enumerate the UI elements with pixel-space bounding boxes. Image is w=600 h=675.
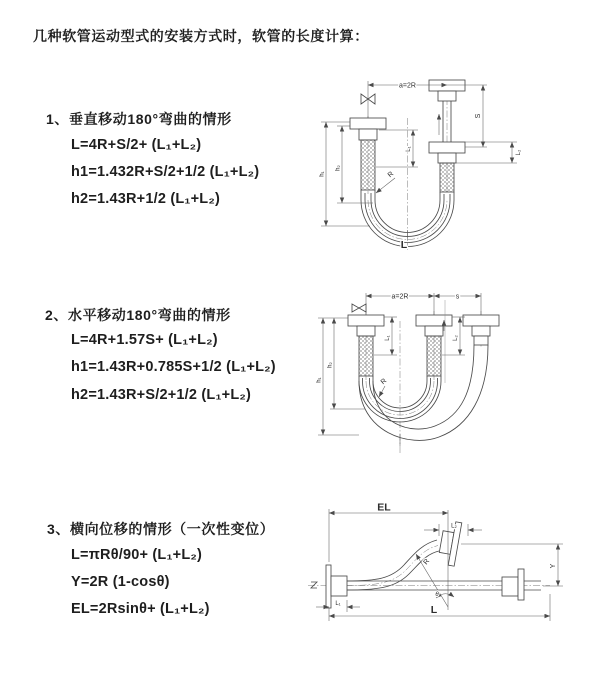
section-2-formula-l: L=4R+1.57S+ (L₁+L₂): [71, 332, 218, 348]
radius-label: R: [422, 557, 432, 567]
section-3-formula-l: L=πRθ/90+ (L₁+L₂): [71, 547, 203, 563]
section-2-formula-h2: h2=1.43R+S/2+1/2 (L₁+L₂): [71, 387, 252, 403]
dim-label-l1: L₁: [335, 601, 341, 607]
section-1-formula-h1: h1=1.432R+S/2+1/2 (L₁+L₂): [71, 164, 260, 180]
section-3-heading: 3、横向位移的情形（一次性变位）: [47, 521, 275, 537]
dim-label-s: S: [475, 113, 482, 119]
section-1-heading: 1、垂直移动180°弯曲的情形: [46, 111, 232, 127]
braided-hose-section: [361, 140, 375, 190]
dim-label-h1: h₁: [316, 377, 323, 383]
braided-hose-section: [427, 336, 441, 376]
dim-label-h2: h₂: [335, 165, 342, 171]
diagram-1-vertical-180-bend: [315, 72, 565, 257]
dim-label-l2: L₂: [516, 149, 522, 156]
diagram-3-lateral-displacement: [298, 502, 598, 647]
dim-label-l2: L₂: [453, 335, 459, 341]
dim-label-l2: L₂: [451, 523, 457, 530]
dim-label-a2r: a=2R: [391, 293, 409, 301]
dim-label-h1: h₁: [319, 171, 326, 177]
braided-hose-section: [359, 336, 373, 376]
dim-label-l: L: [430, 604, 438, 616]
left-leg-fitting: [350, 81, 386, 190]
dim-label-l1: L₁: [406, 146, 412, 152]
braided-hose-section: [440, 163, 454, 192]
radius-label: R: [386, 170, 396, 180]
hose-displaced-position: [359, 345, 488, 440]
angle-label: θ: [435, 592, 439, 598]
page-title: 几种软管运动型式的安装方式时，软管的长度计算：: [33, 28, 369, 44]
length-label: L: [400, 239, 408, 251]
section-1-formula-l: L=4R+S/2+ (L₁+L₂): [71, 137, 202, 153]
dim-label-h2: h₂: [327, 362, 334, 368]
diagram-2-horizontal-180-bend: [315, 285, 570, 470]
section-1-formula-h2: h2=1.43R+1/2 (L₁+L₂): [71, 191, 221, 207]
radius-label: R: [379, 377, 389, 387]
dim-label-a2r: a=2R: [399, 82, 416, 90]
valve-icon: [361, 94, 368, 104]
dimension-lines: [317, 294, 482, 447]
section-3-formula-el: EL=2Rsinθ+ (L₁+L₂): [71, 601, 210, 617]
section-2-heading: 2、水平移动180°弯曲的情形: [45, 307, 231, 323]
valve-icon: [352, 304, 359, 312]
left-leg-fitting: [348, 293, 384, 376]
section-2-formula-h1: h1=1.43R+0.785S+1/2 (L₁+L₂): [71, 359, 276, 375]
section-3-formula-y: Y=2R (1-cosθ): [71, 574, 170, 590]
dim-label-l1: L₁: [385, 335, 391, 341]
right-leg-fitting: [463, 293, 499, 345]
dim-label-y: Y: [550, 563, 557, 569]
dimension-lines: [320, 83, 523, 252]
dimension-lines: [316, 502, 563, 622]
dim-label-shift: s: [455, 293, 460, 301]
axis-break-mark: [311, 582, 317, 588]
middle-leg-fitting: [416, 293, 452, 383]
straight-pipe-position: [347, 569, 541, 600]
upper-flange: [437, 520, 461, 566]
dim-label-el: EL: [377, 501, 391, 514]
